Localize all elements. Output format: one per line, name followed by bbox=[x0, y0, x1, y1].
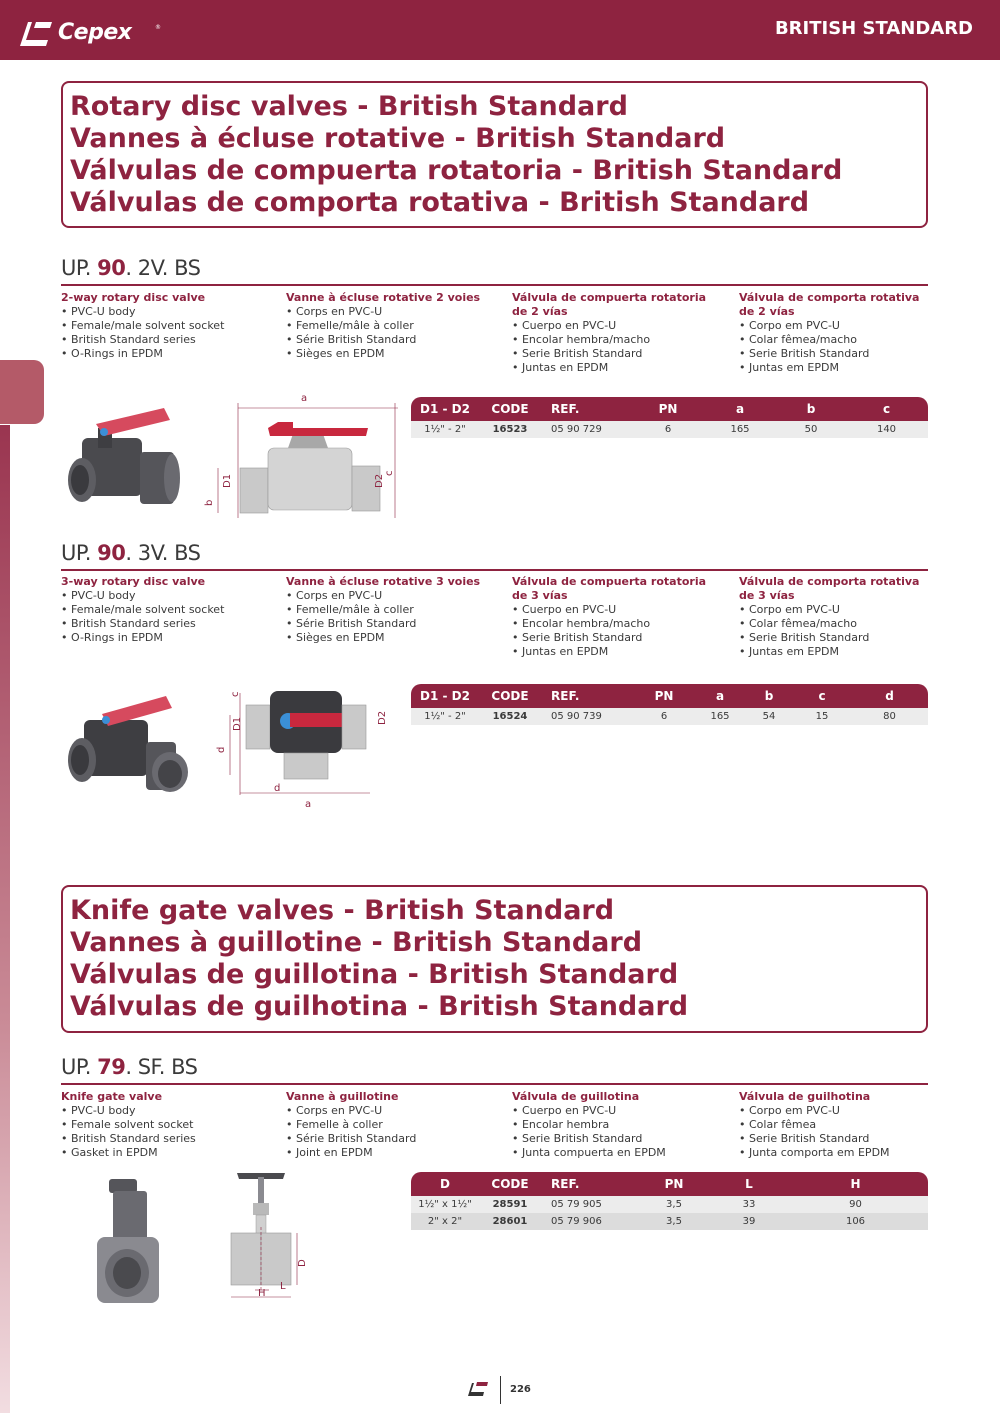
model-prefix: UP. bbox=[61, 1055, 98, 1079]
desc-pt bbox=[739, 1090, 929, 1160]
col-header: b bbox=[745, 684, 793, 708]
desc-item: • Série British Standard bbox=[286, 1132, 417, 1145]
dim-d-label-vertical: d bbox=[216, 746, 227, 753]
col-header: D1 - D2 bbox=[411, 684, 479, 708]
spec-table-up90-3v bbox=[411, 684, 928, 725]
dim-c-label: c bbox=[384, 470, 395, 476]
col-header: L bbox=[715, 1172, 783, 1196]
valve-3way-photo bbox=[62, 690, 192, 805]
title-es: Válvulas de compuerta rotatoria - British Standard bbox=[70, 155, 843, 186]
cell: 54 bbox=[745, 708, 793, 725]
desc-title: Vanne à écluse rotative 3 voies bbox=[286, 575, 481, 588]
desc-item: • Corpo em PVC-U bbox=[739, 1104, 840, 1117]
desc-item: • O-Rings in EPDM bbox=[61, 347, 163, 360]
col-header: H bbox=[783, 1172, 928, 1196]
desc-item: • Juntas em EPDM bbox=[739, 645, 839, 658]
footer-logo-icon bbox=[467, 1379, 489, 1397]
col-header: REF. bbox=[541, 397, 633, 421]
desc-item: • Female/male solvent socket bbox=[61, 603, 225, 616]
desc-es bbox=[512, 291, 712, 375]
knife-gate-photo bbox=[85, 1175, 175, 1310]
top-bar bbox=[0, 0, 1000, 60]
desc-item: • Cuerpo en PVC-U bbox=[512, 319, 617, 332]
dim-d-label: D bbox=[297, 1259, 308, 1267]
desc-item: • Encolar hembra/macho bbox=[512, 333, 651, 346]
desc-item: • Serie British Standard bbox=[739, 347, 870, 360]
desc-item: • Corpo em PVC-U bbox=[739, 603, 840, 616]
cell: 2" x 2" bbox=[411, 1213, 479, 1230]
desc-item: • Gasket in EPDM bbox=[61, 1146, 158, 1159]
desc-title: Válvula de comporta rotativa de 2 vías bbox=[739, 291, 920, 318]
col-header: a bbox=[703, 397, 777, 421]
desc-item: • Sièges en EPDM bbox=[286, 347, 385, 360]
desc-item: • Female/male solvent socket bbox=[61, 319, 225, 332]
cell: 165 bbox=[703, 421, 777, 438]
desc-item: • Corps en PVC-U bbox=[286, 589, 383, 602]
col-header: d bbox=[851, 684, 928, 708]
dim-a-label: a bbox=[305, 799, 312, 810]
desc-title: Vanne à guillotine bbox=[286, 1090, 399, 1103]
side-tab bbox=[0, 360, 44, 424]
table-row bbox=[411, 708, 928, 725]
desc-fr bbox=[286, 1090, 508, 1160]
desc-item: • Serie British Standard bbox=[512, 631, 643, 644]
cell: 28601 bbox=[479, 1213, 541, 1230]
title-es: Válvulas de guillotina - British Standard bbox=[70, 959, 679, 990]
dim-l-label: L bbox=[280, 1281, 286, 1292]
desc-item: • Colar fêmea/macho bbox=[739, 333, 857, 346]
cell: 1½" - 2" bbox=[411, 421, 479, 438]
cell: 1½" x 1½" bbox=[411, 1196, 479, 1213]
col-header: a bbox=[695, 684, 745, 708]
table-header-row bbox=[411, 397, 928, 421]
desc-item: • Femelle/mâle à coller bbox=[286, 603, 414, 616]
model-suffix: . SF. BS bbox=[125, 1055, 198, 1079]
col-header: PN bbox=[633, 397, 703, 421]
desc-item: • Colar fêmea/macho bbox=[739, 617, 857, 630]
desc-item: • Serie British Standard bbox=[512, 1132, 643, 1145]
cell: 6 bbox=[633, 708, 695, 725]
desc-item: • O-Rings in EPDM bbox=[61, 631, 163, 644]
desc-title: Válvula de guilhotina bbox=[739, 1090, 871, 1103]
desc-item: • Série British Standard bbox=[286, 617, 417, 630]
model-prefix: UP. bbox=[61, 256, 98, 280]
col-header: PN bbox=[633, 684, 695, 708]
table-row bbox=[411, 1213, 928, 1230]
col-header: CODE bbox=[479, 397, 541, 421]
desc-item: • Sièges en EPDM bbox=[286, 631, 385, 644]
logo-text: Cepex bbox=[58, 20, 132, 45]
cell: 15 bbox=[793, 708, 851, 725]
desc-item: • British Standard series bbox=[61, 333, 196, 346]
col-header: c bbox=[793, 684, 851, 708]
desc-item: • Cuerpo en PVC-U bbox=[512, 603, 617, 616]
title-fr: Vannes à écluse rotative - British Standard bbox=[70, 123, 726, 154]
spec-table-up90-2v bbox=[411, 397, 928, 438]
valve-3way-drawing bbox=[210, 685, 400, 810]
title-fr: Vannes à guillotine - British Standard bbox=[70, 927, 643, 958]
model-number: 90 bbox=[97, 541, 126, 565]
cepex-logo bbox=[18, 16, 161, 52]
dim-d2-label: D2 bbox=[374, 473, 385, 488]
cell: 16523 bbox=[479, 421, 541, 438]
model-suffix: . 3V. BS bbox=[125, 541, 201, 565]
col-header: CODE bbox=[479, 1172, 541, 1196]
desc-title: 2-way rotary disc valve bbox=[61, 291, 206, 304]
cell: 33 bbox=[715, 1196, 783, 1213]
desc-item: • Female solvent socket bbox=[61, 1118, 194, 1131]
desc-title: 3-way rotary disc valve bbox=[61, 575, 206, 588]
desc-title: Válvula de guillotina bbox=[512, 1090, 640, 1103]
model-heading-up90-2v bbox=[61, 252, 928, 286]
cell: 1½" - 2" bbox=[411, 708, 479, 725]
model-heading-up79 bbox=[61, 1051, 928, 1085]
desc-item: • Juntas en EPDM bbox=[512, 361, 609, 374]
col-header: PN bbox=[633, 1172, 715, 1196]
knife-title-box bbox=[61, 885, 928, 1033]
desc-fr bbox=[286, 291, 508, 361]
model-number: 90 bbox=[97, 256, 126, 280]
col-header: b bbox=[777, 397, 845, 421]
desc-item: • Joint en EPDM bbox=[286, 1146, 373, 1159]
desc-item: • Corps en PVC-U bbox=[286, 305, 383, 318]
cell: 80 bbox=[851, 708, 928, 725]
col-header: REF. bbox=[541, 1172, 633, 1196]
cell: 6 bbox=[633, 421, 703, 438]
cell: 39 bbox=[715, 1213, 783, 1230]
model-prefix: UP. bbox=[61, 541, 98, 565]
cepex-logo-icon bbox=[18, 18, 54, 48]
desc-en bbox=[61, 575, 283, 645]
col-header: D bbox=[411, 1172, 479, 1196]
title-en: Rotary disc valves - British Standard bbox=[70, 91, 628, 122]
desc-item: • Série British Standard bbox=[286, 333, 417, 346]
desc-item: • Serie British Standard bbox=[739, 631, 870, 644]
desc-item: • Corpo em PVC-U bbox=[739, 319, 840, 332]
table-row bbox=[411, 1196, 928, 1213]
cell: 3,5 bbox=[633, 1196, 715, 1213]
desc-pt bbox=[739, 575, 929, 659]
desc-item: • British Standard series bbox=[61, 617, 196, 630]
desc-pt bbox=[739, 291, 929, 375]
footer-divider bbox=[500, 1376, 501, 1404]
table-header-row bbox=[411, 684, 928, 708]
section-label: BRITISH STANDARD bbox=[774, 18, 973, 39]
desc-item: • Juntas en EPDM bbox=[512, 645, 609, 658]
cell: 165 bbox=[695, 708, 745, 725]
cell: 05 90 739 bbox=[541, 708, 633, 725]
cell: 05 79 905 bbox=[541, 1196, 633, 1213]
title-en: Knife gate valves - British Standard bbox=[70, 895, 615, 926]
dim-d-label-horizontal: d bbox=[274, 783, 281, 794]
title-pt: Válvulas de comporta rotativa - British Standard bbox=[70, 187, 810, 218]
desc-item: • PVC-U body bbox=[61, 1104, 136, 1117]
page-number: 226 bbox=[510, 1384, 531, 1395]
desc-en bbox=[61, 291, 283, 361]
desc-item: • Encolar hembra bbox=[512, 1118, 610, 1131]
dim-h-label: H bbox=[258, 1288, 266, 1299]
side-gradient-strip bbox=[0, 425, 10, 1413]
table-row bbox=[411, 421, 928, 438]
desc-es bbox=[512, 575, 712, 659]
knife-gate-drawing bbox=[225, 1165, 325, 1305]
valve-2way-photo bbox=[60, 400, 190, 515]
dim-d1-label: D1 bbox=[232, 716, 243, 731]
cell: 90 bbox=[783, 1196, 928, 1213]
rotary-title-box bbox=[61, 81, 928, 228]
desc-item: • Serie British Standard bbox=[739, 1132, 870, 1145]
cell: 140 bbox=[845, 421, 928, 438]
model-heading-up90-3v bbox=[61, 537, 928, 571]
desc-item: • Serie British Standard bbox=[512, 347, 643, 360]
col-header: REF. bbox=[541, 684, 633, 708]
dim-d1-label: D1 bbox=[222, 473, 233, 488]
dim-b-label: b bbox=[204, 499, 215, 506]
desc-item: • Junta comporta em EPDM bbox=[739, 1146, 890, 1159]
cell: 05 90 729 bbox=[541, 421, 633, 438]
cell: 16524 bbox=[479, 708, 541, 725]
desc-item: • Cuerpo en PVC-U bbox=[512, 1104, 617, 1117]
desc-title: Vanne à écluse rotative 2 voies bbox=[286, 291, 481, 304]
table-header-row bbox=[411, 1172, 928, 1196]
desc-item: • Juntas em EPDM bbox=[739, 361, 839, 374]
col-header: CODE bbox=[479, 684, 541, 708]
cell: 106 bbox=[783, 1213, 928, 1230]
col-header: D1 - D2 bbox=[411, 397, 479, 421]
logo-registered-mark: ® bbox=[155, 24, 161, 31]
cell: 28591 bbox=[479, 1196, 541, 1213]
desc-title: Válvula de comporta rotativa de 3 vías bbox=[739, 575, 920, 602]
valve-2way-drawing bbox=[198, 388, 398, 523]
desc-item: • PVC-U body bbox=[61, 305, 136, 318]
col-header: c bbox=[845, 397, 928, 421]
dim-a-label: a bbox=[301, 393, 308, 404]
dim-c-label: c bbox=[230, 691, 241, 697]
desc-title: Knife gate valve bbox=[61, 1090, 163, 1103]
desc-en bbox=[61, 1090, 283, 1160]
dim-d2-label: D2 bbox=[377, 710, 388, 725]
desc-item: • Femelle à coller bbox=[286, 1118, 383, 1131]
desc-fr bbox=[286, 575, 508, 645]
desc-title: Válvula de compuerta rotatoria de 3 vías bbox=[512, 575, 707, 602]
title-pt: Válvulas de guilhotina - British Standard bbox=[70, 991, 689, 1022]
model-suffix: . 2V. BS bbox=[125, 256, 201, 280]
cell: 50 bbox=[777, 421, 845, 438]
desc-item: • Corps en PVC-U bbox=[286, 1104, 383, 1117]
model-number: 79 bbox=[97, 1055, 126, 1079]
desc-es bbox=[512, 1090, 712, 1160]
spec-table-up79 bbox=[411, 1172, 928, 1230]
desc-item: • British Standard series bbox=[61, 1132, 196, 1145]
cell: 05 79 906 bbox=[541, 1213, 633, 1230]
desc-title: Válvula de compuerta rotatoria de 2 vías bbox=[512, 291, 707, 318]
desc-item: • Junta compuerta en EPDM bbox=[512, 1146, 666, 1159]
desc-item: • Colar fêmea bbox=[739, 1118, 817, 1131]
desc-item: • Femelle/mâle à coller bbox=[286, 319, 414, 332]
desc-item: • PVC-U body bbox=[61, 589, 136, 602]
cell: 3,5 bbox=[633, 1213, 715, 1230]
desc-item: • Encolar hembra/macho bbox=[512, 617, 651, 630]
